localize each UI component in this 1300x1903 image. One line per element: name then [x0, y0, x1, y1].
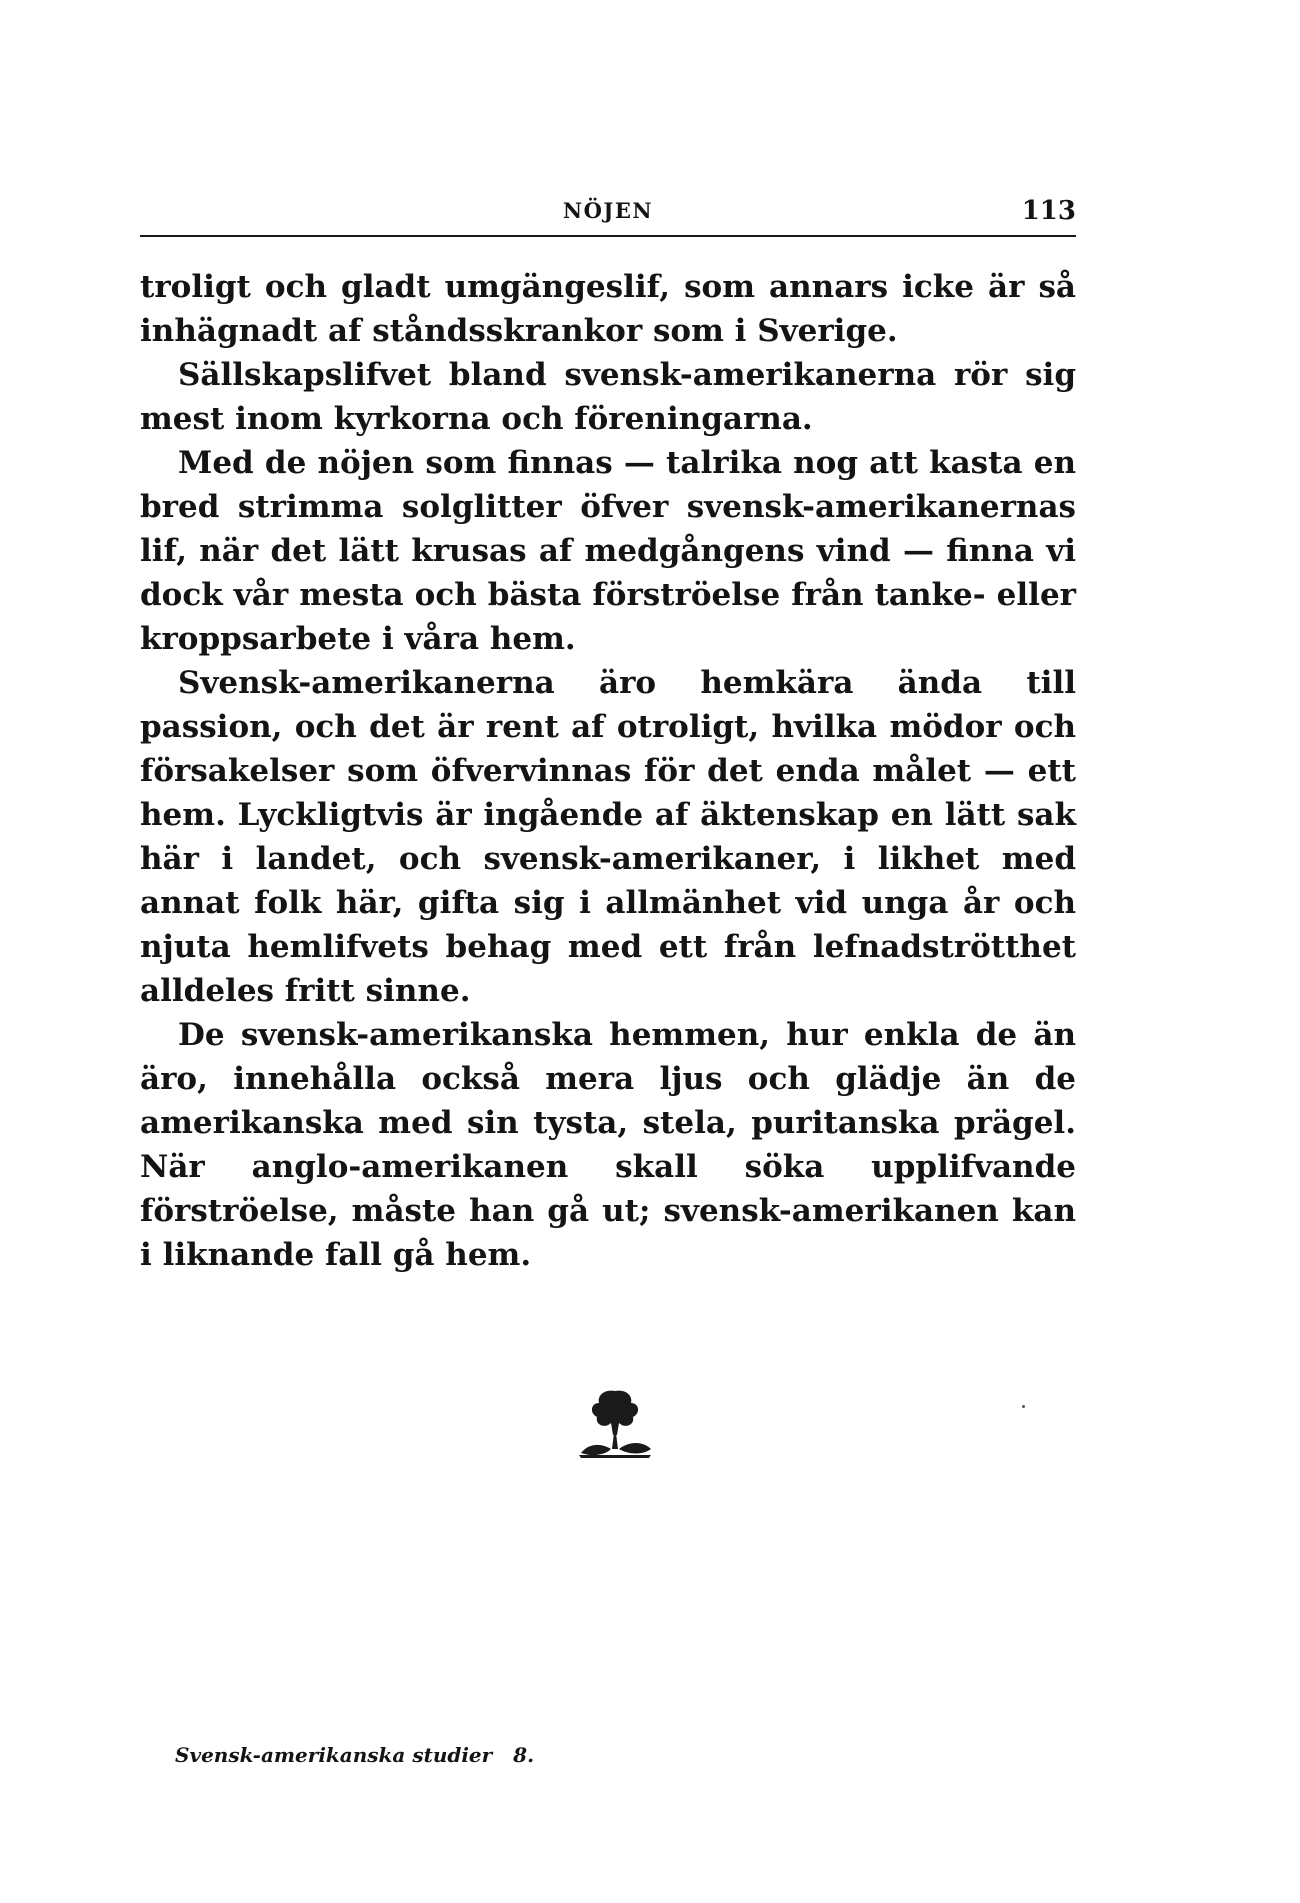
page-header — [140, 196, 1076, 236]
signature-line — [175, 1741, 534, 1769]
header-rule — [140, 235, 1076, 237]
page-number: 113 — [1021, 196, 1076, 226]
paragraph-4: Svensk-amerikanerna äro hemkära ända till passion, och det är rent af otroligt, hvilka mödor och försakelser som öfvervinnas för det enda målet — ett hem. Lyckligtvis är ingående af äktenskap en lätt sak här i landet, och svensk-amerikaner, i likhet med annat folk här, gifta sig i allmänhet vid unga år och njuta hemlifvets behag med ett från lefnadströtthet alldeles fritt sinne. — [140, 665, 1076, 1009]
floral-ornament-icon — [575, 1385, 655, 1461]
paragraph-5: De svensk-amerikanska hemmen, hur enkla de än äro, innehålla också mera ljus och glädje än de amerikanska med sin tysta, stela, puritanska prägel. När anglo-amerikanen skall söka upplifvande förströelse, måste han gå ut; svensk-amerikanen kan i liknande fall gå hem. — [140, 1017, 1076, 1273]
paragraph-1: troligt och gladt umgängeslif, som annars icke är så inhägnadt af ståndsskrankor som i Sverige. — [140, 269, 1076, 349]
paragraph-2: Sällskapslifvet bland svensk-amerikanerna rör sig mest inom kyrkorna och föreningarna. — [140, 357, 1076, 437]
floral-ornament-svg — [575, 1385, 655, 1461]
paragraph-3: Med de nöjen som finnas — talrika nog att kasta en bred strimma solglitter öfver svensk-amerikanernas lif, när det lätt krusas af medgångens vind — finna vi dock vår mesta och bästa förströelse från tanke- eller kroppsarbete i våra hem. — [140, 445, 1076, 657]
body-text — [140, 265, 1076, 1277]
stray-dot — [1022, 1405, 1025, 1408]
signature-number: 8. — [513, 1743, 535, 1767]
signature-title: Svensk-amerikanska studier — [175, 1743, 493, 1767]
running-head: NÖJEN — [562, 198, 654, 223]
